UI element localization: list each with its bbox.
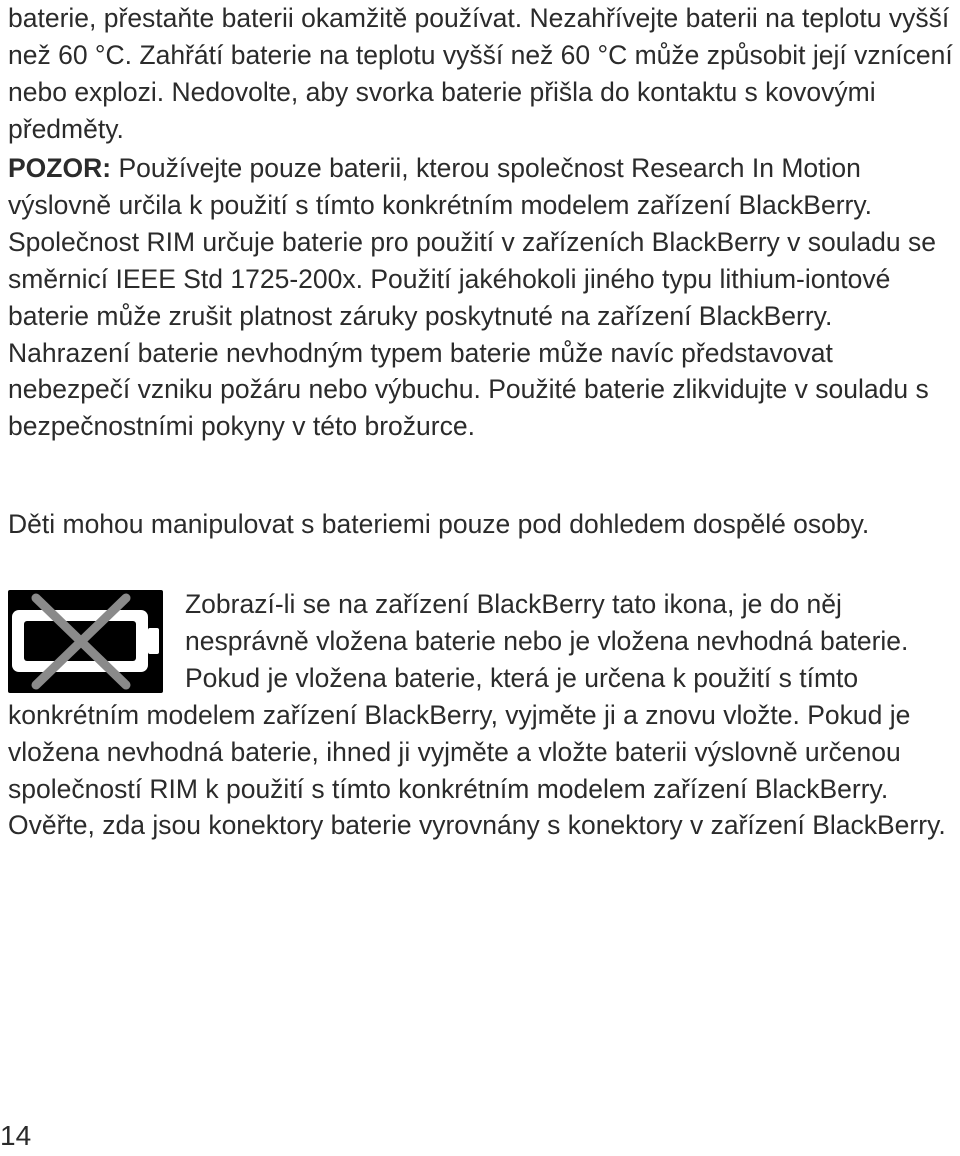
caution-label: POZOR: [8,153,112,183]
icon-instruction-text: Zobrazí-li se na zařízení BlackBerry tato ikona, je do něj nesprávně vložena baterie nebo je vložena nevhodná baterie. Pokud je vložena baterie, která je určena k použití s tímto konkrétním modelem zařízení BlackBerry, vyjměte ji a znovu vložte. Pokud je vložena nevhodná baterie, ihned ji vyjměte a vložte baterii výslovně určenou společností RIM k použití s tímto konkrétním modelem zařízení BlackBerry. Ověřte, zda jsou konektory baterie vyrovnány s konektory v zařízení BlackBerry. [8,589,946,841]
icon-instruction-paragraph [8,586,953,844]
battery-heat-warning-paragraph: baterie, přestaňte baterii okamžitě používat. Nezahřívejte baterii na teplotu vyšší než 60 °C. Zahřátí baterie na teplotu vyšší než 60 °C může způsobit její vznícení nebo explozi. Nedovolte, aby svorka baterie přišla do kontaktu s kovovými předměty. [8,3,953,144]
caution-paragraph [8,150,953,445]
caution-text: Používejte pouze baterii, kterou společnost Research In Motion výslovně určila k použití s tímto konkrétním modelem zařízení BlackBerry. Společnost RIM určuje baterie pro použití v zařízeních BlackBerry v souladu se směrnicí IEEE Std 1725-200x. Použití jakéhokoli jiného typu lithium-iontové baterie může zrušit platnost záruky poskytnuté na zařízení BlackBerry. Nahrazení baterie nevhodným typem baterie může navíc představovat nebezpečí vzniku požáru nebo výbuchu. Použité baterie zlikvidujte v souladu s bezpečnostními pokyny v této brožurce. [8,153,936,442]
page-number: 14 [0,1120,32,1151]
invalid-battery-icon [8,590,163,693]
children-warning-paragraph: Děti mohou manipulovat s bateriemi pouze pod dohledem dospělé osoby. [8,509,870,539]
